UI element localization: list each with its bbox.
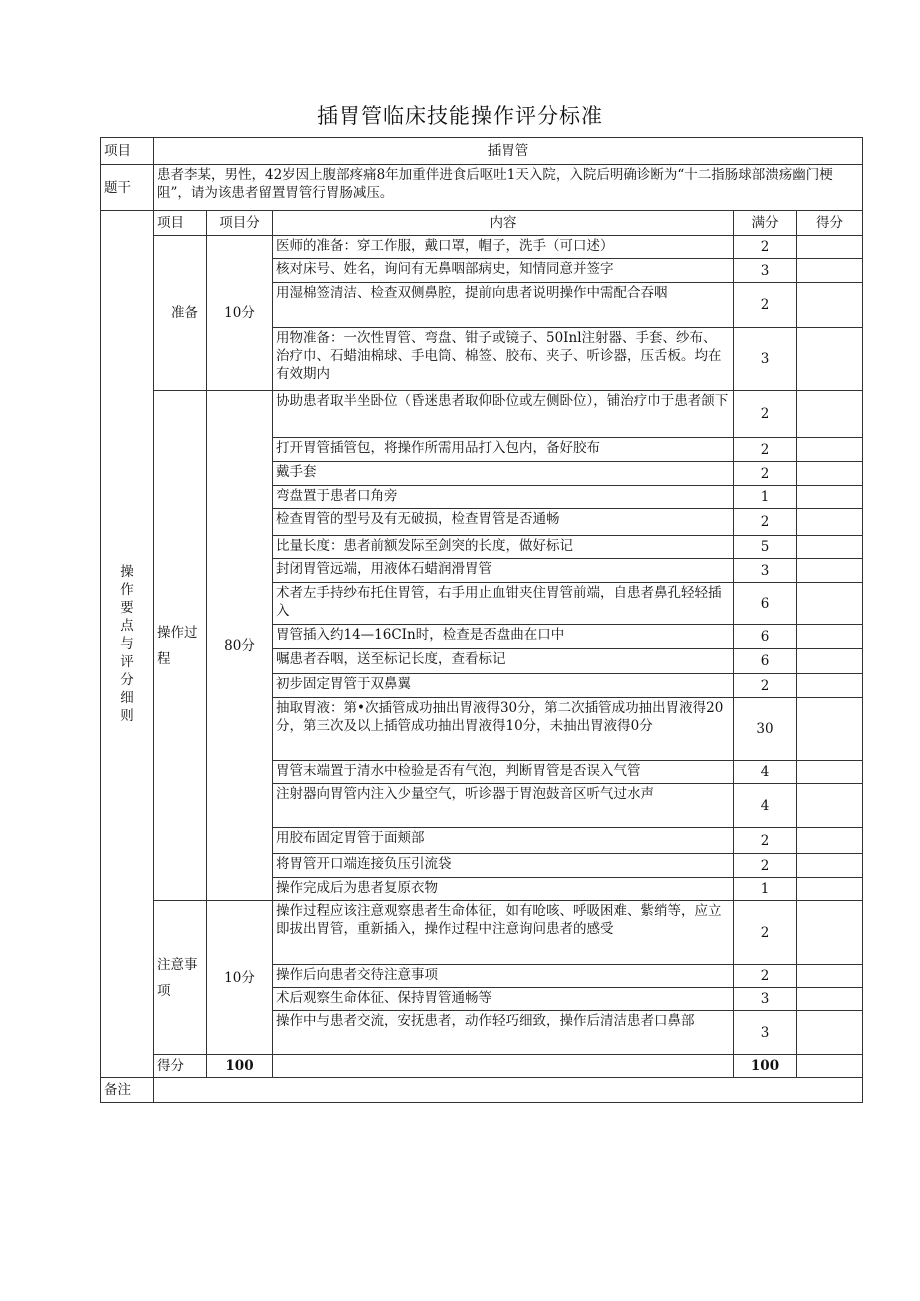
full-score: 2 [734,901,797,965]
criteria-text: 用胶布固定胃管于面颊部 [273,828,734,854]
criteria-row [101,391,863,438]
got-score-cell[interactable] [797,674,863,698]
full-score: 2 [734,509,797,536]
section-name: 操作过程 [154,391,207,901]
got-score-cell[interactable] [797,698,863,761]
got-score-cell[interactable] [797,283,863,328]
full-score: 2 [734,828,797,854]
got-score-cell[interactable] [797,828,863,854]
total-row [101,1055,863,1078]
criteria-text: 打开胃管插管包，将操作所需用品打入包内，备好胶布 [273,438,734,462]
col-got: 得分 [797,211,863,236]
page-title: 插胃管临床技能操作评分标准 [317,104,603,128]
full-score: 3 [734,259,797,283]
remark-row [101,1078,863,1103]
col-item-score: 项目分 [207,211,273,236]
full-score: 3 [734,988,797,1011]
criteria-text: 将胃管开口端连接负压引流袋 [273,854,734,878]
full-score: 2 [734,854,797,878]
total-item-score: 100 [207,1055,273,1078]
item-value: 插胃管 [154,138,863,165]
full-score: 3 [734,559,797,583]
section-name: 注意事项 [154,901,207,1055]
full-score: 2 [734,236,797,259]
got-score-cell[interactable] [797,259,863,283]
full-score: 4 [734,761,797,784]
remark-cell[interactable] [154,1078,863,1103]
got-score-cell[interactable] [797,761,863,784]
got-score-cell[interactable] [797,236,863,259]
got-score-cell[interactable] [797,901,863,965]
criteria-text: 胃管插入约14—16CIn时，检查是否盘曲在口中 [273,625,734,649]
got-score-cell[interactable] [797,462,863,486]
criteria-text: 检查胃管的型号及有无破损，检查胃管是否通畅 [273,509,734,536]
full-score: 2 [734,438,797,462]
section-score: 80分 [207,391,273,901]
criteria-text: 胃管末端置于清水中检验是否有气泡，判断胃管是否误入气管 [273,761,734,784]
got-score-cell[interactable] [797,965,863,988]
got-score-cell[interactable] [797,438,863,462]
criteria-text: 协助患者取半坐卧位（昏迷患者取仰卧位或左侧卧位），铺治疗巾于患者颌下 [273,391,734,438]
criteria-text: 操作完成后为患者复原衣物 [273,878,734,901]
full-score: 3 [734,328,797,391]
col-content: 内容 [273,211,734,236]
col-full: 满分 [734,211,797,236]
stem-label: 题干 [101,165,154,211]
full-score: 2 [734,283,797,328]
criteria-text: 操作后向患者交待注意事项 [273,965,734,988]
criteria-text: 术后观察生命体征、保持胃管通畅等 [273,988,734,1011]
criteria-text: 医师的准备：穿工作服，戴口罩，帽子，洗手（可口述） [273,236,734,259]
criteria-text: 用物准备：一次性胃管、弯盘、钳子或镜子、50Inl注射器、手套、纱布、治疗巾、石蜡油棉球、手电筒、棉签、胶布、夹子、听诊器，压舌板。均在有效期内 [273,328,734,391]
side-label: 操作要点与评分细则 [101,211,154,1078]
got-score-cell[interactable] [797,988,863,1011]
full-score: 3 [734,1011,797,1055]
total-full-score: 100 [734,1055,797,1078]
criteria-text: 操作过程应该注意观察患者生命体征，如有呛咳、呼吸困难、紫绡等，应立即拔出胃管，重新插入，操作过程中注意询问患者的感受 [273,901,734,965]
section-name: 准备 [154,236,207,391]
got-score-cell[interactable] [797,1011,863,1055]
criteria-row [101,236,863,259]
criteria-text: 封闭胃管远端，用液体石蜡润滑胃管 [273,559,734,583]
stem-row [101,165,863,211]
criteria-text: 初步固定胃管于双鼻翼 [273,674,734,698]
col-item: 项目 [154,211,207,236]
remark-label: 备注 [101,1078,154,1103]
full-score: 4 [734,784,797,828]
column-header-row [101,211,863,236]
full-score: 6 [734,625,797,649]
got-score-cell[interactable] [797,854,863,878]
stem-text: 患者李某，男性，42岁因上腹部疼痛8年加重伴进食后呕吐1天入院，入院后明确诊断为“十二指肠球部溃疡幽门梗阻”，请为该患者留置胃管行胃肠减压。 [154,165,863,211]
full-score: 5 [734,536,797,559]
got-score-cell[interactable] [797,649,863,674]
section-score: 10分 [207,236,273,391]
full-score: 2 [734,674,797,698]
got-score-cell[interactable] [797,509,863,536]
item-label: 项目 [101,138,154,165]
criteria-text: 抽取胃液：第•次插管成功抽出胃液得30分，第二次插管成功抽出胃液得20分，第三次及以上插管成功抽出胃液得10分，未抽出胃液得0分 [273,698,734,761]
total-label: 得分 [154,1055,207,1078]
got-score-cell[interactable] [797,559,863,583]
full-score: 30 [734,698,797,761]
full-score: 2 [734,391,797,438]
criteria-text: 术者左手持纱布托住胃管，右手用止血钳夹住胃管前端，自患者鼻孔轻轻插入 [273,583,734,625]
got-score-cell[interactable] [797,878,863,901]
got-score-cell[interactable] [797,625,863,649]
criteria-text: 操作中与患者交流，安抚患者，动作轻巧细致，操作后清洁患者口鼻部 [273,1011,734,1055]
got-score-cell[interactable] [797,391,863,438]
full-score: 2 [734,462,797,486]
criteria-text: 比量长度：患者前额发际至剑突的长度，做好标记 [273,536,734,559]
section-score: 10分 [207,901,273,1055]
criteria-text: 嘱患者吞咽，送至标记长度，查看标记 [273,649,734,674]
criteria-text: 弯盘置于患者口角旁 [273,486,734,509]
got-score-cell[interactable] [797,583,863,625]
criteria-row [101,901,863,965]
full-score: 1 [734,486,797,509]
criteria-text: 戴手套 [273,462,734,486]
criteria-text: 用湿棉签清洁、检查双侧鼻腔，提前向患者说明操作中需配合吞咽 [273,283,734,328]
got-score-cell[interactable] [797,784,863,828]
full-score: 2 [734,965,797,988]
total-content-cell [273,1055,734,1078]
total-got-cell[interactable] [797,1055,863,1078]
got-score-cell[interactable] [797,486,863,509]
scoring-table [100,137,863,1103]
full-score: 6 [734,583,797,625]
criteria-text: 注射器向胃管内注入少量空气，听诊器于胃泡鼓音区听气过水声 [273,784,734,828]
full-score: 1 [734,878,797,901]
got-score-cell[interactable] [797,328,863,391]
full-score: 6 [734,649,797,674]
criteria-text: 核对床号、姓名，询问有无鼻咽部病史，知情同意并签字 [273,259,734,283]
got-score-cell[interactable] [797,536,863,559]
header-row [101,138,863,165]
